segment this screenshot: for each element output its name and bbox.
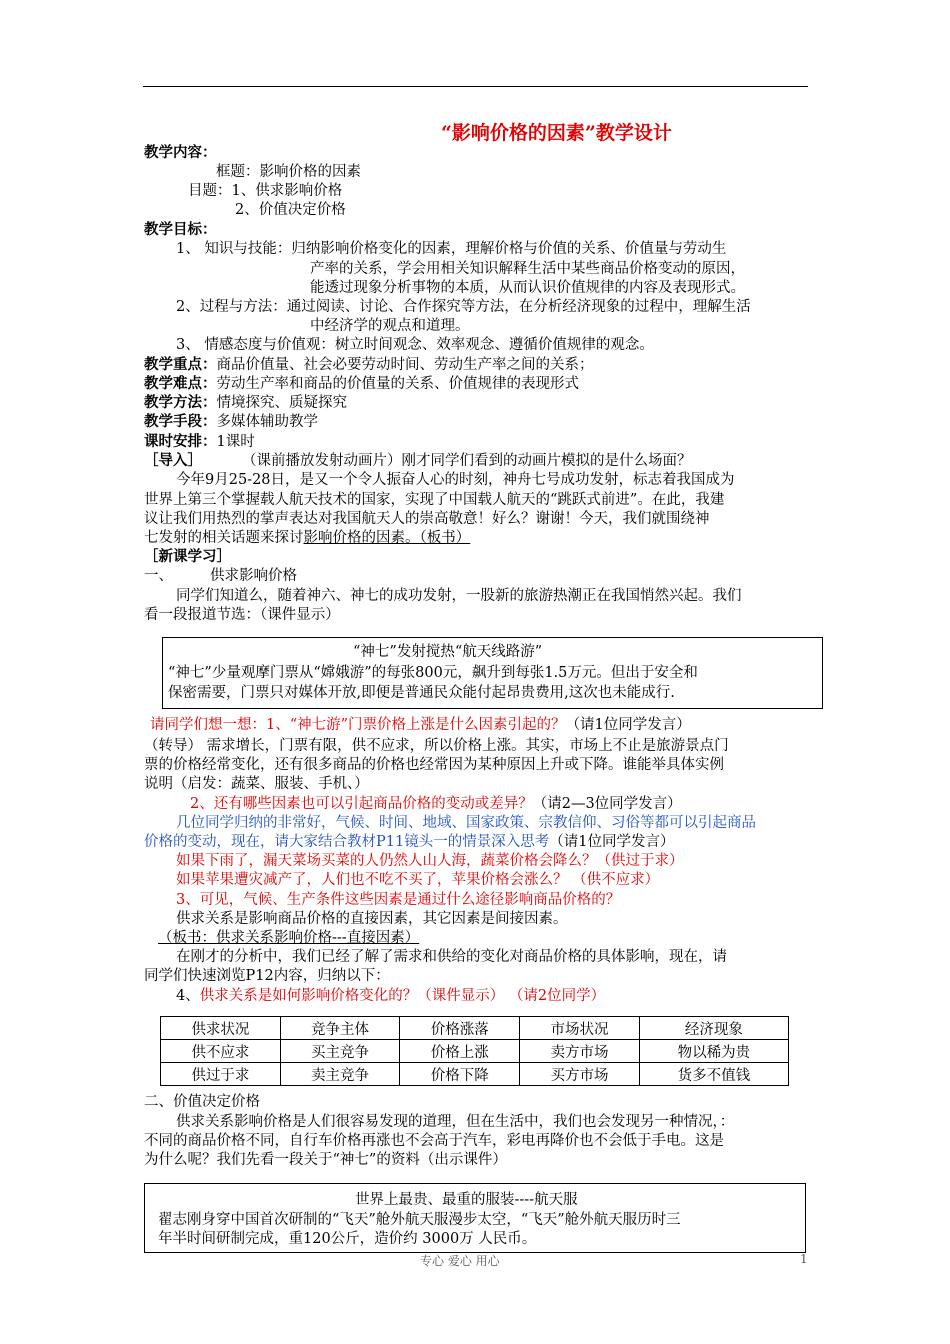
question-1: 请同学们想一想：1、“神七游”门票价格上涨是什么因素引起的？（请1位同学发言） [150, 717, 691, 733]
page-title: “影响价格的因素”教学设计 [441, 122, 672, 144]
spacesuit-title: 世界上最贵、最重的服装----航天服 [355, 1192, 578, 1208]
content-topic: 框题：影响价格的因素 [216, 164, 361, 180]
table-header-cell: 竞争主体 [280, 1017, 400, 1040]
table-header-cell: 经济现象 [639, 1017, 788, 1040]
para1-a: 同学们知道么，随着神六、神七的成功发射，一股新的旅游热潮正在我国悄然兴起。我们 [176, 588, 742, 604]
goals-heading: 教学目标： [144, 221, 217, 238]
difficult-points: 教学难点：劳动生产率和商品的价值量的关系、价值规律的表现形式 [144, 375, 579, 392]
section2-title: 二、价值决定价格 [144, 1094, 260, 1110]
table-cell: 价格上涨 [400, 1040, 520, 1063]
table-header-cell: 供求状况 [161, 1017, 281, 1040]
section1-title: 供求影响价格 [210, 568, 297, 584]
teaching-method: 教学方法：情境探究、质疑探究 [144, 394, 347, 411]
table-cell: 卖主竞争 [280, 1063, 400, 1086]
table-header-cell: 价格涨落 [400, 1017, 520, 1040]
board-note: （板书：供求关系影响价格---直接因素） [158, 930, 420, 946]
content-heading: 教学内容： [144, 144, 217, 161]
key-points: 教学重点：商品价值量、社会必要劳动时间、劳动生产率之间的关系； [144, 356, 594, 373]
intro-label: ［导入］ [144, 452, 202, 469]
conclusion-1: 供求关系是影响商品价格的直接因素，其它因素是间接因素。 [176, 911, 568, 927]
header-rule [143, 86, 808, 87]
intro-line-4: 七发射的相关话题来探讨影响价格的因素。（板书） [144, 530, 471, 546]
goal-1c: 能透过现象分析事物的本质，从而认识价值规律的内容及表现形式。 [310, 280, 745, 296]
conclusion-3: 在刚才的分析中，我们已经了解了需求和供给的变化对商品价格的具体影响，现在，请 [176, 949, 727, 965]
red-line-2: 如果苹果遭灾减产了，人们也不吃不买了，苹果价格会涨么？ （供不应求） [176, 872, 660, 888]
goal-2a: 2、过程与方法：通过阅读、讨论、合作探究等方法，在分析经济现象的过程中，理解生活 [176, 299, 751, 315]
news-line-2: 保密需要，门票只对媒体开放,即便是普通民众能付起昂贵费用,这次也未能成行. [168, 685, 675, 701]
table-cell: 物以稀为贵 [639, 1040, 788, 1063]
intro-line-0: （课前播放发射动画片）刚才同学们看到的动画片模拟的是什么场面？ [242, 453, 692, 469]
table-cell: 买方市场 [520, 1063, 640, 1086]
table-cell: 供过于求 [161, 1063, 281, 1086]
part2-line-2: 不同的商品价格不同，自行车价格再涨也不会高于汽车，彩电再降价也不会低于手电。这是 [144, 1133, 724, 1149]
goal-2b: 中经济学的观点和道理。 [310, 318, 470, 334]
spacesuit-line-1: 翟志刚身穿中国首次研制的“飞天”舱外航天服漫步太空，“飞天”舱外航天服历时三 [158, 1212, 681, 1228]
table-header-row [161, 1017, 789, 1040]
red-line-1: 如果下雨了，漏天菜场买菜的人仍然人山人海，蔬菜价格会降么？（供过于求） [176, 853, 684, 869]
footer-text: 专心 爱心 用心 [420, 1254, 500, 1268]
table-row [161, 1040, 789, 1063]
table-cell: 货多不值钱 [639, 1063, 788, 1086]
intro-line-1: 今年9月25-28日，是又一个令人振奋人心的时刻，神舟七号成功发射，标志着我国成为 [176, 472, 735, 488]
question-2: 2、还有哪些因素也可以引起商品价格的变动或差异？（请2—3位同学发言） [190, 796, 682, 812]
intro-line-3: 议让我们用热烈的掌声表达对我国航天人的崇高敬意！好么？谢谢！今天，我们就围绕神 [144, 511, 710, 527]
news-line-1: “神七”少量观摩门票从“嫦娥游”的每张800元，飙升到每张1.5万元。但出于安全和 [168, 665, 698, 681]
table-cell: 卖方市场 [520, 1040, 640, 1063]
part2-line-1: 供求关系影响价格是人们很容易发现的道理，但在生活中，我们也会发现另一种情况，： [176, 1114, 735, 1130]
table-cell: 买主竞争 [280, 1040, 400, 1063]
new-lesson-label: ［新课学习］ [144, 548, 231, 565]
teaching-means: 教学手段：多媒体辅助教学 [144, 413, 318, 430]
page-number: 1 [800, 1252, 808, 1266]
news-title: “神七”发射搅热“航天线路游” [353, 644, 543, 660]
section1-number: 一、 [144, 568, 173, 584]
para1-b: 看一段报道节选：（课件显示） [144, 607, 340, 623]
question-4: 4、供求关系是如何影响价格变化的？（课件显示） （请2位同学） [176, 988, 606, 1004]
conclusion-4: 同学们快速浏览P12内容，归纳以下： [144, 968, 390, 984]
answer-1a: （转导） 需求增长，门票有限，供不应求，所以价格上涨。其实，市场上不止是旅游景点门 [144, 738, 729, 754]
supply-demand-table [160, 1016, 789, 1086]
table-row [161, 1063, 789, 1086]
blue-line-2: 价格的变动，现在，请大家结合教材P11镜头一的情景深入思考（请1位同学发言） [144, 834, 675, 850]
table-cell: 价格下降 [400, 1063, 520, 1086]
goal-1b: 产率的关系，学会用相关知识解释生活中某些商品价格变动的原因， [310, 261, 745, 277]
part2-line-3: 为什么呢？我们先看一段关于“神七”的资料（出示课件） [144, 1152, 507, 1168]
goal-1a: 1、 知识与技能：归纳影响价格变化的因素，理解价格与价值的关系、价值量与劳动生 [176, 241, 727, 257]
goal-3: 3、 情感态度与价值观：树立时间观念、效率观念、遵循价值规律的观念。 [176, 337, 654, 353]
blue-line-1: 几位同学归纳的非常好，气候、时间、地域、国家政策、宗教信仰、习俗等都可以引起商品 [176, 815, 756, 831]
table-header-cell: 市场状况 [520, 1017, 640, 1040]
class-hours: 课时安排：1课时 [144, 433, 255, 450]
intro-line-2: 世界上第三个掌握载人航天技术的国家，实现了中国载人航天的“跳跃式前进”。在此，我建 [144, 492, 725, 508]
question-3: 3、可见，气候、生产条件这些因素是通过什么途径影响商品价格的？ [176, 892, 621, 908]
answer-1c: 说明（启发：蔬菜、服装、手机、） [144, 776, 369, 792]
content-sub1: 目题：1、供求影响价格 [188, 183, 343, 199]
spacesuit-line-2: 年半时间研制完成，重120公斤，造价约 3000万 人民币。 [158, 1231, 537, 1247]
answer-1b: 票的价格经常变化，还有很多商品的价格也经常因为某种原因上升或下降。谁能举具体实例 [144, 757, 724, 773]
content-sub2: 2、价值决定价格 [235, 202, 346, 218]
table-cell: 供不应求 [161, 1040, 281, 1063]
